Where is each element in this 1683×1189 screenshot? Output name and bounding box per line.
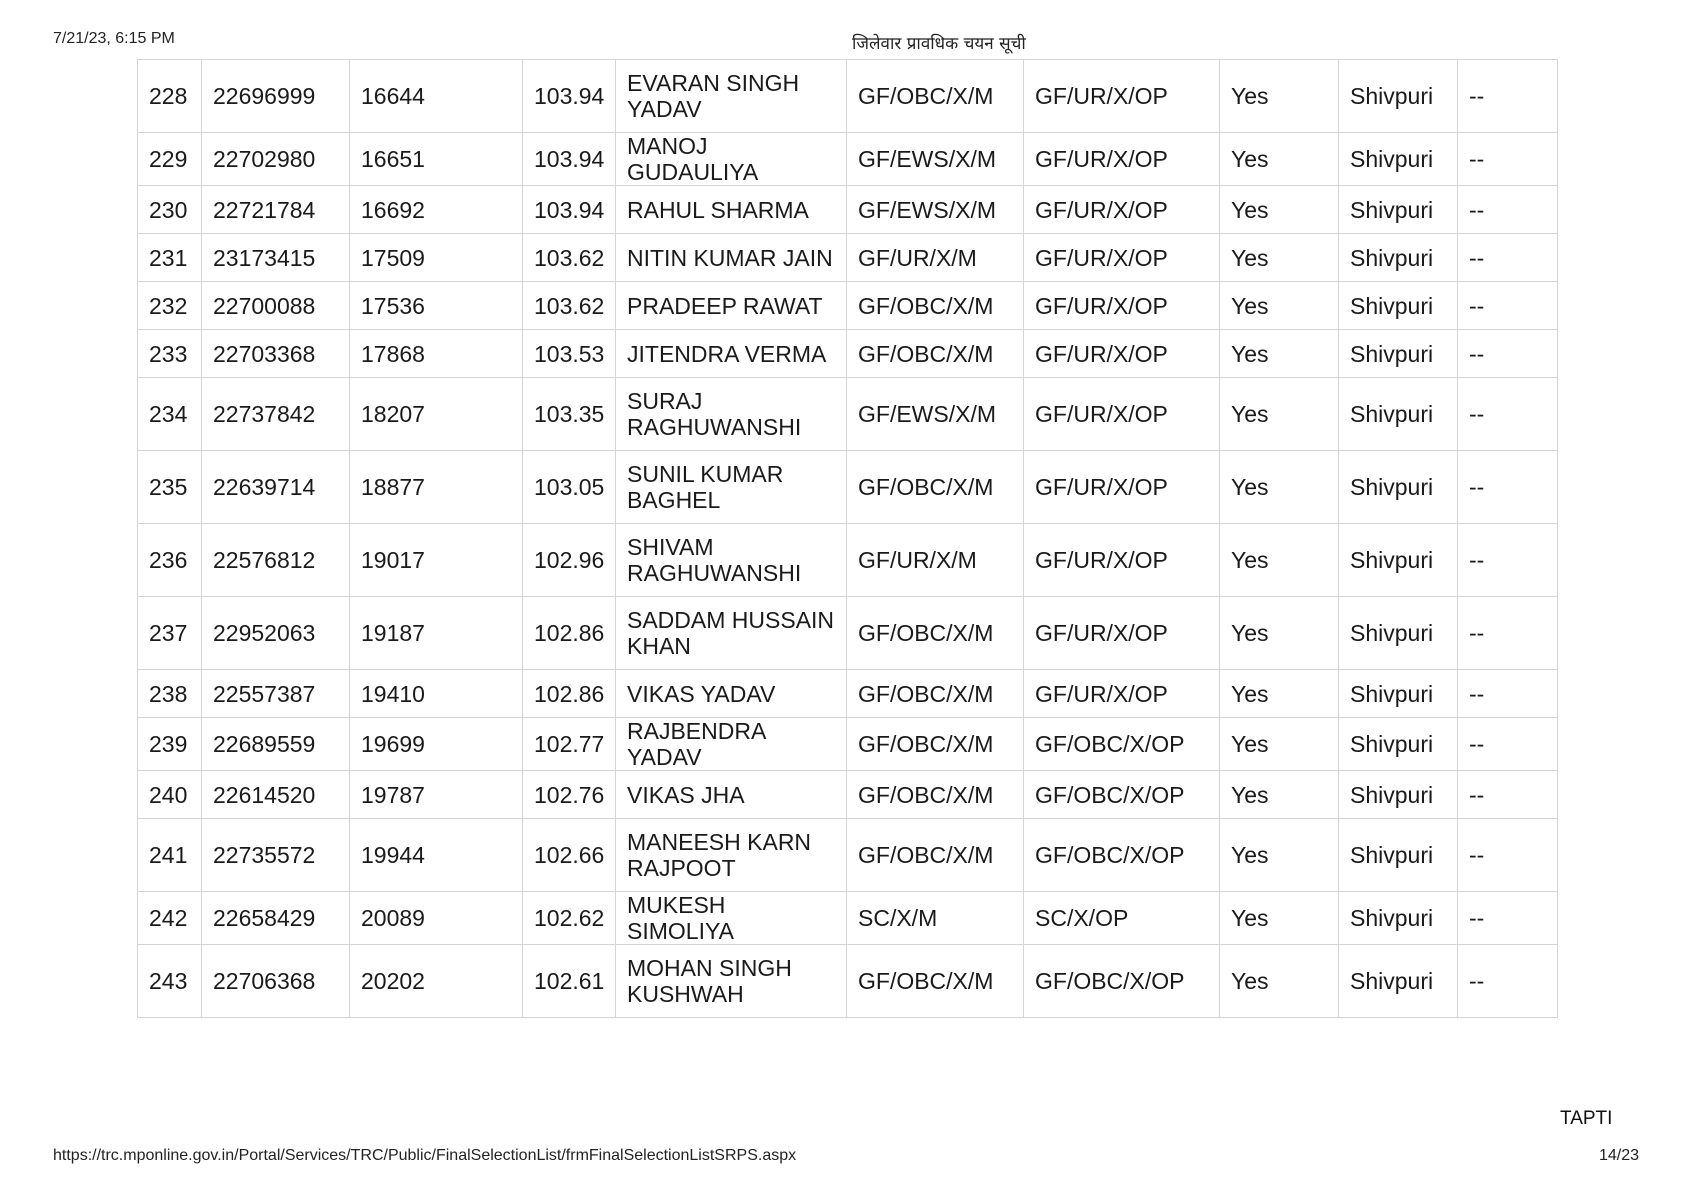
marks-cell: 103.94 <box>523 133 616 186</box>
serial-number-cell: 231 <box>138 234 202 282</box>
marks-cell: 103.94 <box>523 186 616 234</box>
candidate-name-cell: SADDAM HUSSAIN KHAN <box>616 597 847 670</box>
category-cell: GF/EWS/X/M <box>847 378 1024 451</box>
marks-cell: 102.62 <box>523 892 616 945</box>
table-row <box>138 945 1558 1018</box>
serial-number-cell: 241 <box>138 819 202 892</box>
footer-label: TAPTI <box>1560 1108 1613 1129</box>
district-cell: Shivpuri <box>1339 819 1458 892</box>
rank-cell: 18207 <box>350 378 523 451</box>
category-cell: GF/OBC/X/M <box>847 282 1024 330</box>
selected-category-cell: GF/UR/X/OP <box>1024 60 1220 133</box>
candidate-name-cell: MOHAN SINGH KUSHWAH <box>616 945 847 1018</box>
category-cell: GF/OBC/X/M <box>847 718 1024 771</box>
rank-cell: 20202 <box>350 945 523 1018</box>
marks-cell: 103.35 <box>523 378 616 451</box>
selected-category-cell: GF/OBC/X/OP <box>1024 945 1220 1018</box>
remark-cell: -- <box>1458 945 1558 1018</box>
remark-cell: -- <box>1458 282 1558 330</box>
selected-category-cell: GF/UR/X/OP <box>1024 133 1220 186</box>
marks-cell: 103.62 <box>523 282 616 330</box>
serial-number-cell: 238 <box>138 670 202 718</box>
category-cell: GF/OBC/X/M <box>847 670 1024 718</box>
roll-number-cell: 22702980 <box>202 133 350 186</box>
rank-cell: 16651 <box>350 133 523 186</box>
marks-cell: 102.61 <box>523 945 616 1018</box>
category-cell: GF/OBC/X/M <box>847 597 1024 670</box>
marks-cell: 102.86 <box>523 670 616 718</box>
selected-category-cell: GF/UR/X/OP <box>1024 234 1220 282</box>
candidate-name-cell: MANEESH KARN RAJPOOT <box>616 819 847 892</box>
category-cell: GF/OBC/X/M <box>847 60 1024 133</box>
serial-number-cell: 230 <box>138 186 202 234</box>
selected-category-cell: GF/UR/X/OP <box>1024 451 1220 524</box>
category-cell: GF/OBC/X/M <box>847 771 1024 819</box>
table-row <box>138 234 1558 282</box>
roll-number-cell: 22737842 <box>202 378 350 451</box>
district-cell: Shivpuri <box>1339 945 1458 1018</box>
selection-list-table <box>137 59 1558 1018</box>
rank-cell: 19787 <box>350 771 523 819</box>
table-row <box>138 597 1558 670</box>
category-cell: GF/EWS/X/M <box>847 133 1024 186</box>
candidate-name-cell: SURAJ RAGHUWANSHI <box>616 378 847 451</box>
marks-cell: 103.94 <box>523 60 616 133</box>
roll-number-cell: 22952063 <box>202 597 350 670</box>
table-row <box>138 378 1558 451</box>
candidate-name-cell: RAHUL SHARMA <box>616 186 847 234</box>
remark-cell: -- <box>1458 771 1558 819</box>
candidate-name-cell: RAJBENDRA YADAV <box>616 718 847 771</box>
district-cell: Shivpuri <box>1339 282 1458 330</box>
remark-cell: -- <box>1458 892 1558 945</box>
selected-category-cell: SC/X/OP <box>1024 892 1220 945</box>
status-cell: Yes <box>1220 282 1339 330</box>
district-cell: Shivpuri <box>1339 378 1458 451</box>
selected-category-cell: GF/UR/X/OP <box>1024 597 1220 670</box>
status-cell: Yes <box>1220 186 1339 234</box>
table-row <box>138 60 1558 133</box>
remark-cell: -- <box>1458 819 1558 892</box>
rank-cell: 17868 <box>350 330 523 378</box>
page-number: 14/23 <box>1599 1147 1640 1164</box>
remark-cell: -- <box>1458 597 1558 670</box>
serial-number-cell: 235 <box>138 451 202 524</box>
status-cell: Yes <box>1220 718 1339 771</box>
remark-cell: -- <box>1458 718 1558 771</box>
rank-cell: 17509 <box>350 234 523 282</box>
district-cell: Shivpuri <box>1339 451 1458 524</box>
rank-cell: 18877 <box>350 451 523 524</box>
district-cell: Shivpuri <box>1339 133 1458 186</box>
candidate-name-cell: MANOJ GUDAULIYA <box>616 133 847 186</box>
table-row <box>138 451 1558 524</box>
roll-number-cell: 22557387 <box>202 670 350 718</box>
roll-number-cell: 22696999 <box>202 60 350 133</box>
print-datetime: 7/21/23, 6:15 PM <box>53 30 175 47</box>
selected-category-cell: GF/UR/X/OP <box>1024 282 1220 330</box>
rank-cell: 19187 <box>350 597 523 670</box>
status-cell: Yes <box>1220 945 1339 1018</box>
selected-category-cell: GF/UR/X/OP <box>1024 186 1220 234</box>
serial-number-cell: 228 <box>138 60 202 133</box>
roll-number-cell: 22689559 <box>202 718 350 771</box>
status-cell: Yes <box>1220 771 1339 819</box>
remark-cell: -- <box>1458 670 1558 718</box>
page-title: जिलेवार प्रावधिक चयन सूची <box>852 34 1026 54</box>
district-cell: Shivpuri <box>1339 524 1458 597</box>
serial-number-cell: 240 <box>138 771 202 819</box>
roll-number-cell: 22700088 <box>202 282 350 330</box>
status-cell: Yes <box>1220 60 1339 133</box>
serial-number-cell: 242 <box>138 892 202 945</box>
category-cell: SC/X/M <box>847 892 1024 945</box>
candidate-name-cell: VIKAS YADAV <box>616 670 847 718</box>
status-cell: Yes <box>1220 451 1339 524</box>
remark-cell: -- <box>1458 330 1558 378</box>
candidate-name-cell: JITENDRA VERMA <box>616 330 847 378</box>
rank-cell: 16644 <box>350 60 523 133</box>
candidate-name-cell: SUNIL KUMAR BAGHEL <box>616 451 847 524</box>
remark-cell: -- <box>1458 60 1558 133</box>
marks-cell: 102.66 <box>523 819 616 892</box>
serial-number-cell: 236 <box>138 524 202 597</box>
selected-category-cell: GF/UR/X/OP <box>1024 378 1220 451</box>
selected-category-cell: GF/UR/X/OP <box>1024 330 1220 378</box>
category-cell: GF/UR/X/M <box>847 234 1024 282</box>
roll-number-cell: 22706368 <box>202 945 350 1018</box>
roll-number-cell: 22735572 <box>202 819 350 892</box>
roll-number-cell: 22658429 <box>202 892 350 945</box>
status-cell: Yes <box>1220 234 1339 282</box>
selected-category-cell: GF/UR/X/OP <box>1024 670 1220 718</box>
remark-cell: -- <box>1458 524 1558 597</box>
status-cell: Yes <box>1220 524 1339 597</box>
selected-category-cell: GF/OBC/X/OP <box>1024 819 1220 892</box>
roll-number-cell: 22639714 <box>202 451 350 524</box>
category-cell: GF/OBC/X/M <box>847 819 1024 892</box>
table-row <box>138 133 1558 186</box>
print-url: https://trc.mponline.gov.in/Portal/Services/TRC/Public/FinalSelectionList/frmFinalSelectionListSRPS.aspx <box>53 1147 797 1164</box>
serial-number-cell: 243 <box>138 945 202 1018</box>
rank-cell: 19944 <box>350 819 523 892</box>
remark-cell: -- <box>1458 133 1558 186</box>
serial-number-cell: 233 <box>138 330 202 378</box>
candidate-name-cell: PRADEEP RAWAT <box>616 282 847 330</box>
table-row <box>138 718 1558 771</box>
selected-category-cell: GF/OBC/X/OP <box>1024 771 1220 819</box>
category-cell: GF/EWS/X/M <box>847 186 1024 234</box>
table-row <box>138 524 1558 597</box>
category-cell: GF/OBC/X/M <box>847 330 1024 378</box>
district-cell: Shivpuri <box>1339 597 1458 670</box>
candidate-name-cell: VIKAS JHA <box>616 771 847 819</box>
serial-number-cell: 234 <box>138 378 202 451</box>
marks-cell: 102.77 <box>523 718 616 771</box>
district-cell: Shivpuri <box>1339 186 1458 234</box>
roll-number-cell: 22703368 <box>202 330 350 378</box>
selected-category-cell: GF/UR/X/OP <box>1024 524 1220 597</box>
serial-number-cell: 229 <box>138 133 202 186</box>
serial-number-cell: 239 <box>138 718 202 771</box>
marks-cell: 102.76 <box>523 771 616 819</box>
rank-cell: 16692 <box>350 186 523 234</box>
roll-number-cell: 22576812 <box>202 524 350 597</box>
table-body <box>138 60 1558 1018</box>
district-cell: Shivpuri <box>1339 892 1458 945</box>
status-cell: Yes <box>1220 133 1339 186</box>
district-cell: Shivpuri <box>1339 60 1458 133</box>
status-cell: Yes <box>1220 378 1339 451</box>
rank-cell: 19410 <box>350 670 523 718</box>
district-cell: Shivpuri <box>1339 670 1458 718</box>
category-cell: GF/UR/X/M <box>847 524 1024 597</box>
serial-number-cell: 232 <box>138 282 202 330</box>
roll-number-cell: 22721784 <box>202 186 350 234</box>
status-cell: Yes <box>1220 819 1339 892</box>
table-row <box>138 670 1558 718</box>
marks-cell: 103.62 <box>523 234 616 282</box>
candidate-name-cell: SHIVAM RAGHUWANSHI <box>616 524 847 597</box>
marks-cell: 102.96 <box>523 524 616 597</box>
candidate-name-cell: NITIN KUMAR JAIN <box>616 234 847 282</box>
status-cell: Yes <box>1220 670 1339 718</box>
rank-cell: 20089 <box>350 892 523 945</box>
candidate-name-cell: EVARAN SINGH YADAV <box>616 60 847 133</box>
table-row <box>138 819 1558 892</box>
status-cell: Yes <box>1220 330 1339 378</box>
remark-cell: -- <box>1458 378 1558 451</box>
remark-cell: -- <box>1458 451 1558 524</box>
table-row <box>138 330 1558 378</box>
serial-number-cell: 237 <box>138 597 202 670</box>
remark-cell: -- <box>1458 234 1558 282</box>
marks-cell: 103.53 <box>523 330 616 378</box>
selected-category-cell: GF/OBC/X/OP <box>1024 718 1220 771</box>
category-cell: GF/OBC/X/M <box>847 945 1024 1018</box>
status-cell: Yes <box>1220 892 1339 945</box>
district-cell: Shivpuri <box>1339 718 1458 771</box>
roll-number-cell: 23173415 <box>202 234 350 282</box>
status-cell: Yes <box>1220 597 1339 670</box>
table-row <box>138 282 1558 330</box>
district-cell: Shivpuri <box>1339 234 1458 282</box>
table-row <box>138 892 1558 945</box>
rank-cell: 19017 <box>350 524 523 597</box>
marks-cell: 103.05 <box>523 451 616 524</box>
rank-cell: 17536 <box>350 282 523 330</box>
category-cell: GF/OBC/X/M <box>847 451 1024 524</box>
rank-cell: 19699 <box>350 718 523 771</box>
table-row <box>138 186 1558 234</box>
district-cell: Shivpuri <box>1339 771 1458 819</box>
district-cell: Shivpuri <box>1339 330 1458 378</box>
remark-cell: -- <box>1458 186 1558 234</box>
candidate-name-cell: MUKESH SIMOLIYA <box>616 892 847 945</box>
marks-cell: 102.86 <box>523 597 616 670</box>
table-row <box>138 771 1558 819</box>
roll-number-cell: 22614520 <box>202 771 350 819</box>
